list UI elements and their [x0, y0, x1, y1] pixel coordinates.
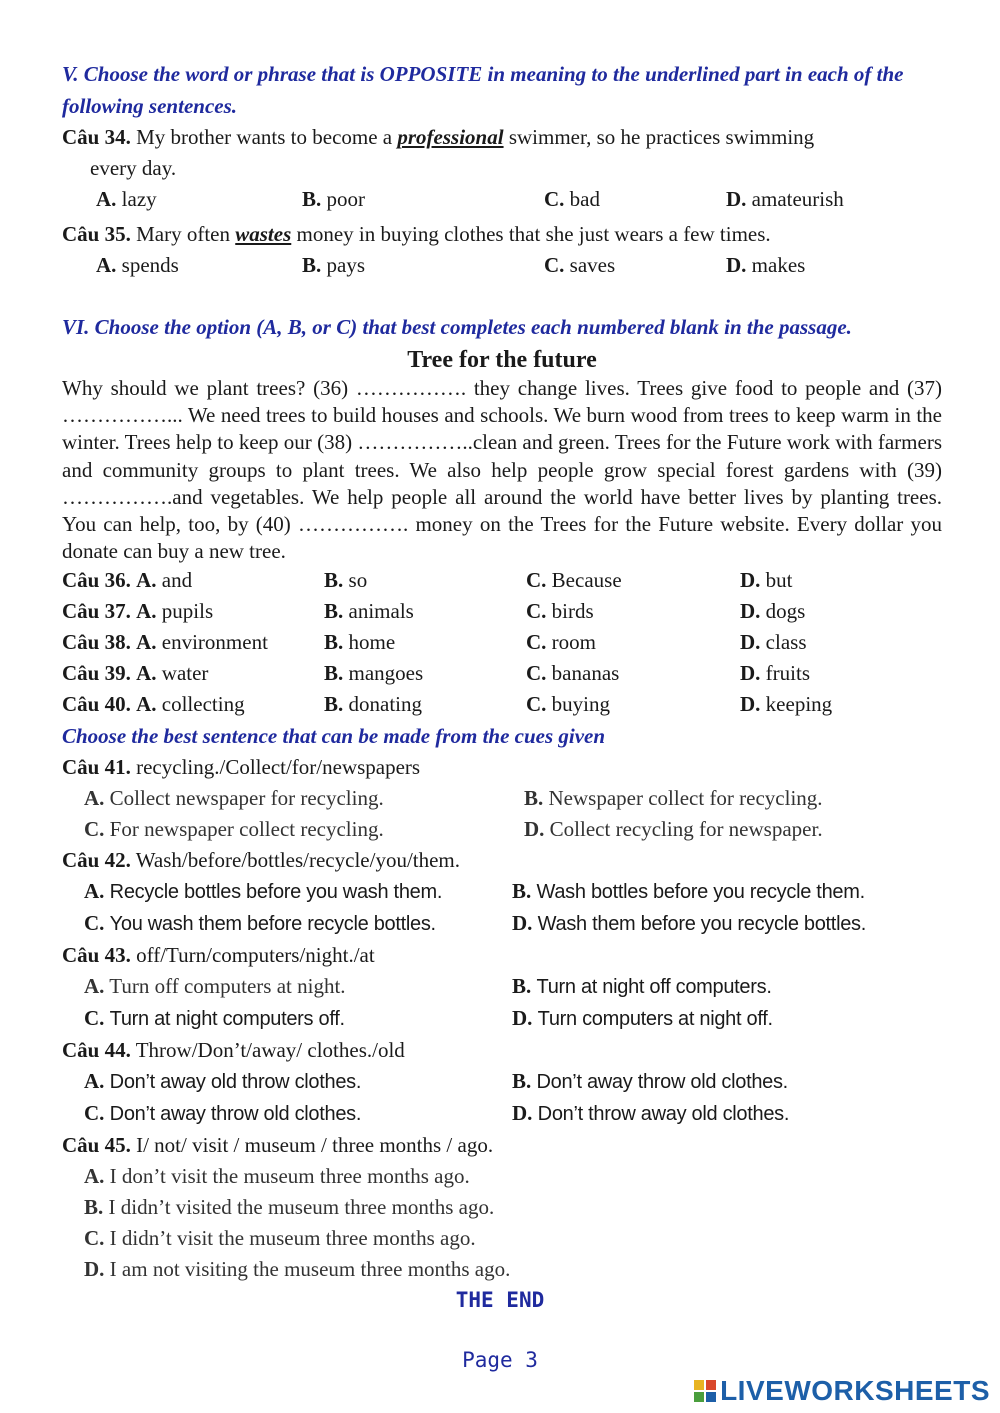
option-b[interactable]: B. donating — [324, 692, 423, 717]
question-text: My brother wants to become a — [136, 125, 393, 149]
option-d[interactable]: D. Turn computers at night off. — [512, 1006, 773, 1031]
option-c[interactable]: C. For newspaper collect recycling. — [84, 817, 384, 842]
question-43: Câu 43. off/Turn/computers/night./at — [62, 943, 375, 968]
brand-name: LIVEWORKSHEETS — [720, 1375, 990, 1406]
option-d[interactable]: D. Wash them before you recycle bottles. — [512, 911, 866, 936]
option-a[interactable]: A. lazy — [96, 187, 157, 211]
section-6-heading: VI. Choose the option (A, B, or C) that best completes each numbered blank in the passage. — [62, 315, 852, 339]
option-b[interactable]: B. Newspaper collect for recycling. — [524, 786, 823, 811]
option-b[interactable]: B. I didn’t visited the museum three months ago. — [84, 1195, 495, 1220]
question-text: Mary often — [136, 222, 230, 246]
option-c[interactable]: C. bananas — [526, 661, 620, 686]
underlined-word: professional — [397, 125, 504, 149]
passage-title: Tree for the future — [407, 347, 597, 373]
reading-passage: Why should we plant trees? (36) ……………. they change lives. Trees give food to people and (37) ……………... We need trees to build houses and schools. We burn wood from trees to keep warm in the winter. Trees help to keep our (38) ……………..clean and green. Trees for the Future work with farmers and community groups to plant trees. We also help people grow special forest gardens with (39) …………….and vegetables. We help people all around the world have better lives by planting trees. You can help, too, by (40) ……………. money on the Trees for the Future website. Every dollar you donate can buy a new tree. — [62, 376, 942, 564]
question-41-options — [62, 783, 942, 845]
the-end-label: THE END — [455, 1288, 545, 1312]
question-45: Câu 45. I/ not/ visit / museum / three months / ago. — [62, 1133, 494, 1158]
option-d[interactable]: D. Don’t throw away old clothes. — [512, 1101, 790, 1126]
worksheet-page — [62, 58, 942, 1285]
option-a[interactable]: Câu 39. A. water — [62, 661, 209, 686]
option-a[interactable]: A. Recycle bottles before you wash them. — [84, 879, 443, 904]
question-34-options — [62, 184, 942, 215]
option-a[interactable]: A. Don’t away old throw clothes. — [84, 1069, 362, 1094]
passage-questions — [62, 565, 942, 720]
option-a[interactable]: A. I don’t visit the museum three months ago. — [84, 1164, 470, 1189]
question-41: Câu 41. recycling./Collect/for/newspapers — [62, 755, 421, 780]
question-44: Câu 44. Throw/Don’t/away/ clothes./old — [62, 1038, 405, 1063]
option-c[interactable]: C. bad — [544, 187, 600, 211]
option-a[interactable]: A. Turn off computers at night. — [84, 974, 346, 999]
question-35-options — [62, 250, 942, 281]
question-34 — [62, 122, 942, 153]
option-d[interactable]: D. I am not visiting the museum three months ago. — [84, 1257, 511, 1282]
option-c[interactable]: C. Turn at night computers off. — [84, 1006, 345, 1031]
option-b[interactable]: B. mangoes — [324, 661, 424, 686]
question-text: swimmer, so he practices swimming — [508, 125, 815, 149]
question-35 — [62, 219, 942, 250]
question-42: Câu 42. Wash/before/bottles/recycle/you/them. — [62, 848, 461, 873]
logo-grid-icon — [694, 1380, 716, 1402]
option-b[interactable]: B. Don’t away throw old clothes. — [512, 1069, 788, 1094]
option-a[interactable]: Câu 36. A. and — [62, 568, 193, 593]
option-b[interactable]: B. Turn at night off computers. — [512, 974, 772, 999]
option-d[interactable]: D. makes — [726, 253, 806, 277]
option-b[interactable]: B. poor — [302, 187, 366, 211]
section-5-heading: V. Choose the word or phrase that is OPPOSITE in meaning to the underlined part in each of the following sentences. — [62, 62, 904, 118]
option-d[interactable]: D. keeping — [740, 692, 833, 717]
question-43-options — [62, 971, 942, 1035]
underlined-word: wastes — [235, 222, 292, 246]
option-a[interactable]: Câu 37. A. pupils — [62, 599, 214, 624]
option-c[interactable]: C. room — [526, 630, 596, 655]
question-44-options — [62, 1066, 942, 1130]
option-d[interactable]: D. Collect recycling for newspaper. — [524, 817, 823, 842]
option-d[interactable]: D. but — [740, 568, 793, 593]
question-text: money in buying clothes that she just wears a few times. — [296, 222, 771, 246]
option-c[interactable]: C. Because — [526, 568, 622, 593]
option-c[interactable]: C. Don’t away throw old clothes. — [84, 1101, 362, 1126]
option-b[interactable]: B. pays — [302, 253, 366, 277]
page-number: Page 3 — [462, 1348, 538, 1372]
liveworksheets-logo — [694, 1375, 990, 1407]
option-c[interactable]: C. birds — [526, 599, 594, 624]
option-a[interactable]: A. spends — [96, 253, 179, 277]
option-b[interactable]: B. so — [324, 568, 368, 593]
option-b[interactable]: B. animals — [324, 599, 414, 624]
option-d[interactable]: D. fruits — [740, 661, 810, 686]
question-number: Câu 35. — [62, 222, 131, 246]
option-d[interactable]: D. class — [740, 630, 807, 655]
option-d[interactable]: D. dogs — [740, 599, 806, 624]
option-b[interactable]: B. home — [324, 630, 396, 655]
option-d[interactable]: D. amateurish — [726, 187, 844, 211]
option-c[interactable]: C. I didn’t visit the museum three months ago. — [84, 1226, 476, 1251]
option-c[interactable]: C. saves — [544, 253, 616, 277]
option-c[interactable]: C. buying — [526, 692, 611, 717]
question-34-continued: every day. — [90, 156, 177, 180]
section-7-heading: Choose the best sentence that can be made from the cues given — [62, 724, 606, 749]
option-a[interactable]: A. Collect newspaper for recycling. — [84, 786, 384, 811]
option-b[interactable]: B. Wash bottles before you recycle them. — [512, 879, 865, 904]
question-number: Câu 34. — [62, 125, 131, 149]
option-a[interactable]: Câu 40. A. collecting — [62, 692, 245, 717]
option-c[interactable]: C. You wash them before recycle bottles. — [84, 911, 436, 936]
question-42-options — [62, 876, 942, 940]
option-a[interactable]: Câu 38. A. environment — [62, 630, 268, 655]
